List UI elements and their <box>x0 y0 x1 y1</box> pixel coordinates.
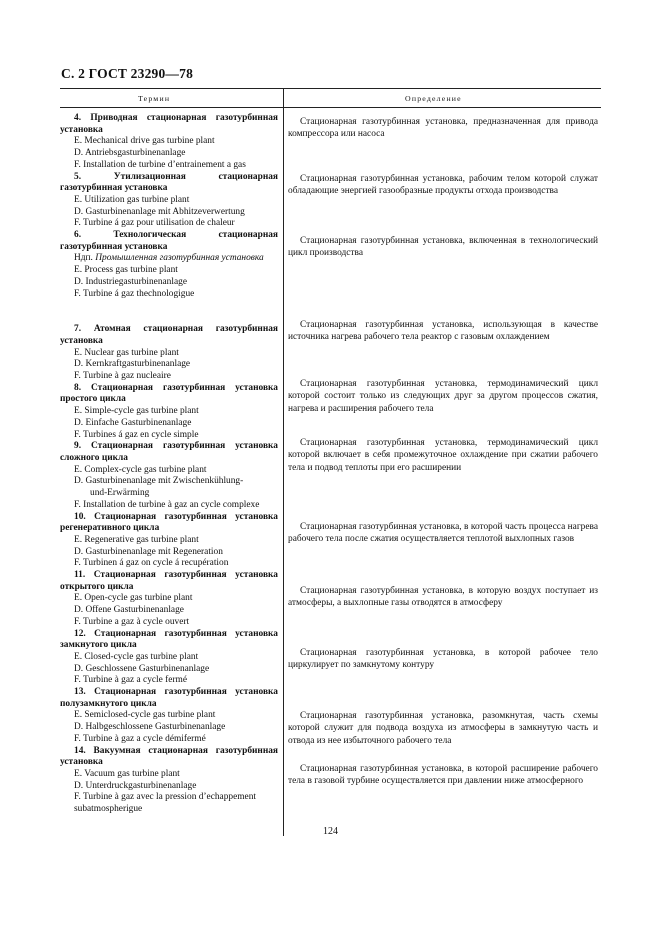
term-equivalent: E. Closed-cycle gas turbine plant <box>74 651 199 662</box>
term-equivalent: F. Turbine a gaz à cycle ouvert <box>74 616 190 627</box>
definition-14: Стационарная газотурбинная установка, в которой расширение рабочего тела в газовой турбине осуществляется при давлении ниже атмосферного <box>288 764 598 787</box>
page-header: С. 2 ГОСТ 23290—78 <box>61 66 194 81</box>
term-equivalent: E. Simple-cycle gas turbine plant <box>74 406 199 417</box>
term-equivalent: D. Industriegasturbinenanlage <box>74 276 187 287</box>
term-title: 9. Стационарная газотурбинная установка сложного цикла <box>60 441 278 463</box>
term-title: 4. Приводная стационарная газотурбинная установка <box>60 113 278 135</box>
definition-5: Стационарная газотурбинная установка, рабочим телом которой служат обладающие энергией газообразные продукты отхода производства <box>288 174 598 197</box>
term-equivalent: D. Antriebsgasturbinenanlage <box>74 148 186 159</box>
definition-11: Стационарная газотурбинная установка, в которую воздух поступает из атмосферы, а выхлопные газы отводятся в атмосферу <box>288 586 598 609</box>
term-title: 12. Стационарная газотурбинная установка замкнутого цикла <box>60 628 278 651</box>
term-equivalent: E. Open-cycle gas turbine plant <box>74 593 193 604</box>
definition-4: Стационарная газотурбинная установка, предназначенная для привода компрессора или насоса <box>288 117 598 140</box>
term-equivalent: E. Mechanical drive gas turbine plant <box>74 136 215 147</box>
header-bottom-rule <box>60 107 601 108</box>
deprecated-prefix: Ндп. <box>74 253 93 264</box>
term-equivalent: F. Installation de turbine à gaz an cycle complexe <box>74 499 260 510</box>
page-number: 124 <box>323 826 338 837</box>
column-header-definition: Определение <box>405 94 462 103</box>
term-equivalent: E. Vacuum gas turbine plant <box>74 768 180 779</box>
term-equivalent: E. Nuclear gas turbine plant <box>74 347 179 358</box>
column-divider <box>283 88 284 836</box>
term-entry <box>60 172 278 231</box>
term-equivalent: E. Complex-cycle gas turbine plant <box>74 464 207 475</box>
term-equivalent: D. Offene Gasturbinenanlage <box>74 605 184 616</box>
term-equivalent: E. Process gas turbine plant <box>74 265 178 276</box>
term-title: 7. Атомная стационарная газотурбинная установка <box>60 324 278 346</box>
term-title: 8. Стационарная газотурбинная установка простого цикла <box>60 382 278 405</box>
term-entry <box>60 512 278 571</box>
definition-12: Стационарная газотурбинная установка, в которой рабочее тело циркулирует по замкнутому контуру <box>288 648 598 671</box>
term-equivalent: D. Halbgeschlossene Gasturbinenanlage <box>74 722 226 733</box>
term-title: 10. Стационарная газотурбинная установка регенеративного цикла <box>60 511 278 534</box>
term-entry <box>60 113 278 172</box>
deprecated-term <box>60 253 278 265</box>
term-title: 13. Стационарная газотурбинная установка полузамкнутого цикла <box>60 687 278 709</box>
term-equivalent: F. Turbine á gaz pour utilisation de chaleur <box>74 218 235 229</box>
definition-7: Стационарная газотурбинная установка, использующая в качестве источника нагрева рабочего тела реактор с газовым охлаждением <box>288 320 598 343</box>
term-entry <box>60 746 278 816</box>
term-equivalent: D. Geschlossene Gasturbinenanlage <box>74 663 210 674</box>
term-entry <box>60 441 278 511</box>
term-equivalent: D. Einfache Gasturbinenanlage <box>74 417 192 428</box>
definition-10: Стационарная газотурбинная установка, в которой часть процесса нагрева рабочего тела после сжатия осуществляется теплотой выхлопных газов <box>288 522 598 545</box>
table-top-rule <box>60 88 601 89</box>
definition-6: Стационарная газотурбинная установка, включенная в технологический цикл производства <box>288 236 598 259</box>
term-title: 6. Технологическая стационарная газотурбинная установка <box>60 230 278 252</box>
column-header-term: Термин <box>138 94 171 103</box>
term-equivalent: F. Installation de turbine d’entrainement a gas <box>74 159 246 170</box>
term-equivalent: F. Turbine à gaz nucleaire <box>74 371 171 382</box>
term-equivalent: F. Turbine á gaz thechnologigue <box>74 288 195 299</box>
term-entry <box>60 629 278 688</box>
term-title: 14. Вакуумная стационарная газотурбинная установка <box>60 745 278 768</box>
term-equivalent: F. Turbine à gaz avec la pression d’echappement subatmospherigue <box>74 792 257 815</box>
term-equivalent-continuation: und-Erwärming <box>90 488 150 499</box>
term-entry <box>60 687 278 746</box>
term-entry <box>60 324 278 383</box>
definition-13: Стационарная газотурбинная установка, разомкнутая, часть схемы которой служит для подвода воздуха из атмосферы в замкнутую часть и отвода из нее избыточного рабочего тела <box>288 711 598 746</box>
term-equivalent: D. Gasturbinenanlage mit Regeneration <box>74 546 223 557</box>
term-equivalent: D. Gasturbinenanlage mit Zwischenkühlung- <box>74 476 244 487</box>
term-equivalent: D. Unterdruckgasturbinenanlage <box>74 780 197 791</box>
term-equivalent: F. Turbines á gaz en cycle simple <box>74 429 199 440</box>
term-equivalent: F. Turbine à gaz a cycle démifermé <box>74 733 206 744</box>
definition-9: Стационарная газотурбинная установка, термодинамический цикл которой включает в себя промежуточное охлаждение при сжатии рабочего тела и подвод теплоты при его расширении <box>288 438 598 473</box>
terms-column <box>60 113 278 816</box>
term-equivalent: F. Turbinen á gaz on cycle á recupération <box>74 558 229 569</box>
term-title: 5. Утилизационная стационарная газотурбинная установка <box>60 171 278 194</box>
term-entry <box>60 570 278 629</box>
deprecated-text: Промышленная газотурбинная установка <box>95 253 264 264</box>
definition-8: Стационарная газотурбинная установка, термодинамический цикл которой состоит только из следующих друг за другом процессов сжатия, нагрева и расширения рабочего тела <box>288 379 598 414</box>
term-title: 11. Стационарная газотурбинная установка открытого цикла <box>60 570 278 592</box>
term-equivalent: F. Turbine à gaz a cycle fermé <box>74 675 188 686</box>
term-entry <box>60 230 278 300</box>
term-equivalent: E. Regenerative gas turbine plant <box>74 534 199 545</box>
term-equivalent: D. Gasturbinenanlage mit Abhitzeverwertung <box>74 206 245 217</box>
term-equivalent: E. Semiclosed-cycle gas turbine plant <box>74 710 216 721</box>
term-entry <box>60 383 278 442</box>
term-equivalent: D. Kernkraftgasturbinenanlage <box>74 359 191 370</box>
term-equivalent: E. Utilization gas turbine plant <box>74 194 190 205</box>
